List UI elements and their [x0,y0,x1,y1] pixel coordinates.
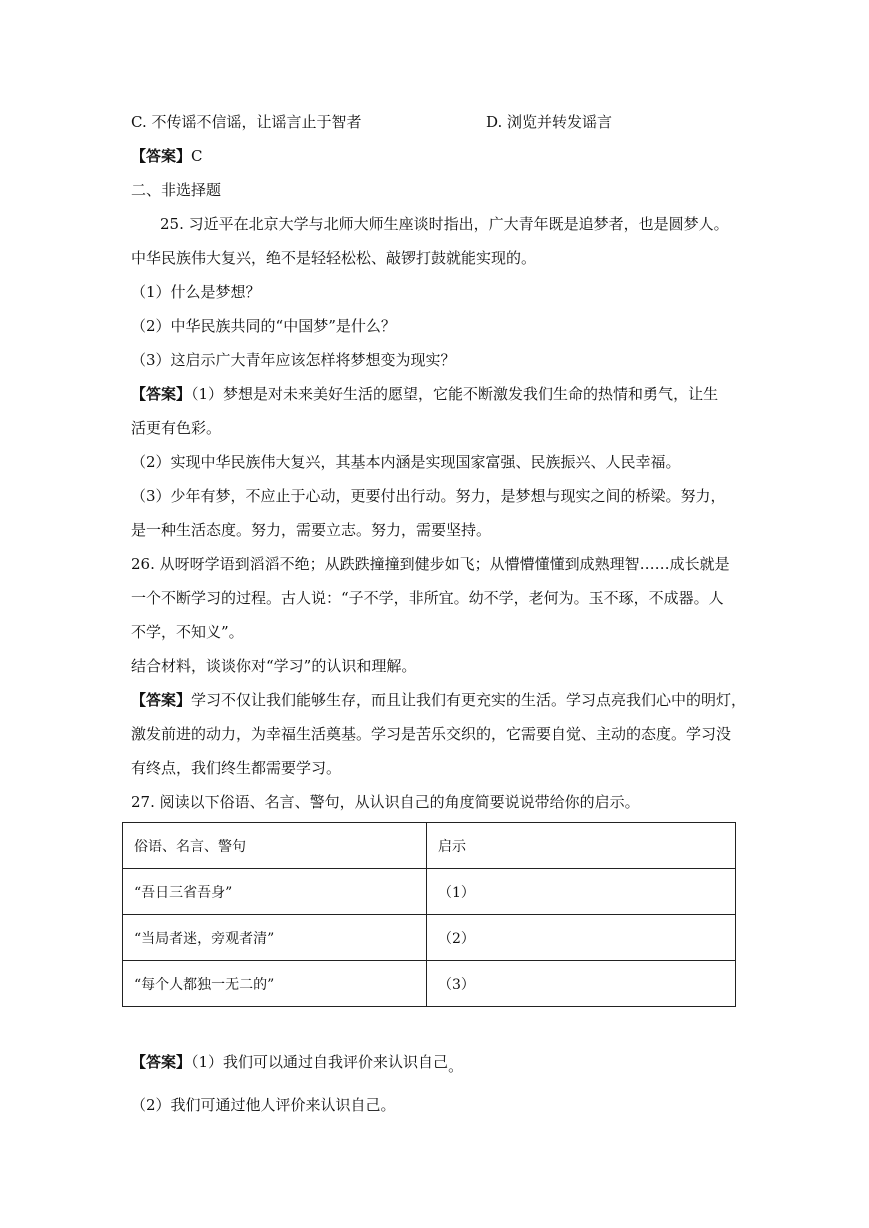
q25-sub2: （2）中华民族共同的“中国梦”是什么？ [131,317,396,335]
proverb-table [122,822,736,1007]
table-row [123,915,736,961]
section-heading: 二、非选择题 [131,181,222,199]
q25-sub1: （1）什么是梦想？ [131,283,261,301]
table-cell: “每个人都独一无二的” [123,961,427,1007]
q27-answer1-text: （1）我们可以通过自我评价来认识自己 [191,1053,449,1071]
q26-prompt: 结合材料，谈谈你对“学习”的认识和理解。 [131,657,417,675]
q27-stem: 27. 阅读以下俗语、名言、警句，从认识自己的角度简要说说带给你的启示。 [131,793,640,811]
answer-block-q24 [131,146,203,166]
answer-value: C [191,147,203,165]
q25-answer3-line2: 是一种生活态度。努力，需要立志。努力，需要坚持。 [131,521,492,539]
q25-answer-line2: 活更有色彩。 [131,419,222,437]
q27-answer1-period: 。 [448,1057,464,1075]
answer-label: 【答案】 [131,691,192,709]
q25-stem-line2: 中华民族伟大复兴，绝不是轻轻松松、敲锣打鼓就能实现的。 [131,249,537,267]
q26-stem-line2: 一个不断学习的过程。古人说：“子不学，非所宜。幼不学，老何为。玉不琢，不成器。人 [131,589,724,607]
answer-label: 【答案】 [131,1053,192,1071]
q26-answer-line3: 有终点，我们终生都需要学习。 [131,759,342,777]
table-cell: “当局者迷，旁观者清” [123,915,427,961]
q25-answer2: （2）实现中华民族伟大复兴，其基本内涵是实现国家富强、民族振兴、人民幸福。 [131,453,681,471]
q25-sub3: （3）这启示广大青年应该怎样将梦想变为现实？ [131,351,456,369]
table-cell: （1） [427,869,736,915]
q25-answer3-line1: （3）少年有梦，不应止于心动，更要付出行动。努力，是梦想与现实之间的桥梁。努力， [131,487,726,505]
q26-answer-line2: 激发前进的动力，为幸福生活奠基。学习是苦乐交织的，它需要自觉、主动的态度。学习没 [131,725,732,743]
table-header-row [123,823,736,869]
answer-label: 【答案】 [131,385,192,403]
option-c: C. 不传谣不信谣，让谣言止于智者 [131,113,362,131]
table-cell: “吾日三省吾身” [123,869,427,915]
q27-answer1 [131,1052,464,1075]
option-d: D. 浏览并转发谣言 [486,113,613,131]
q25-answer-line1 [131,384,718,404]
q26-answer-text: 学习不仅让我们能够生存，而且让我们有更充实的生活。学习点亮我们心中的明灯， [191,691,747,709]
table-header-cell: 启示 [427,823,736,869]
q26-stem-line3: 不学，不知义”。 [131,623,244,641]
q26-answer-line1 [131,690,746,710]
q26-stem-line1: 26. 从呀呀学语到滔滔不绝；从跌跌撞撞到健步如飞；从懵懵懂懂到成熟理智……成长就是 [131,555,730,573]
q25-stem-line1: 25. 习近平在北京大学与北师大师生座谈时指出，广大青年既是追梦者，也是圆梦人。 [160,215,729,233]
q27-answer2: （2）我们可通过他人评价来认识自己。 [131,1096,396,1114]
table-row [123,869,736,915]
table-header-cell: 俗语、名言、警句 [123,823,427,869]
answer-label: 【答案】 [131,147,192,165]
table-row [123,961,736,1007]
table-cell: （2） [427,915,736,961]
q25-answer1-text: （1）梦想是对未来美好生活的愿望，它能不断激发我们生命的热情和勇气，让生 [191,385,719,403]
table-cell: （3） [427,961,736,1007]
